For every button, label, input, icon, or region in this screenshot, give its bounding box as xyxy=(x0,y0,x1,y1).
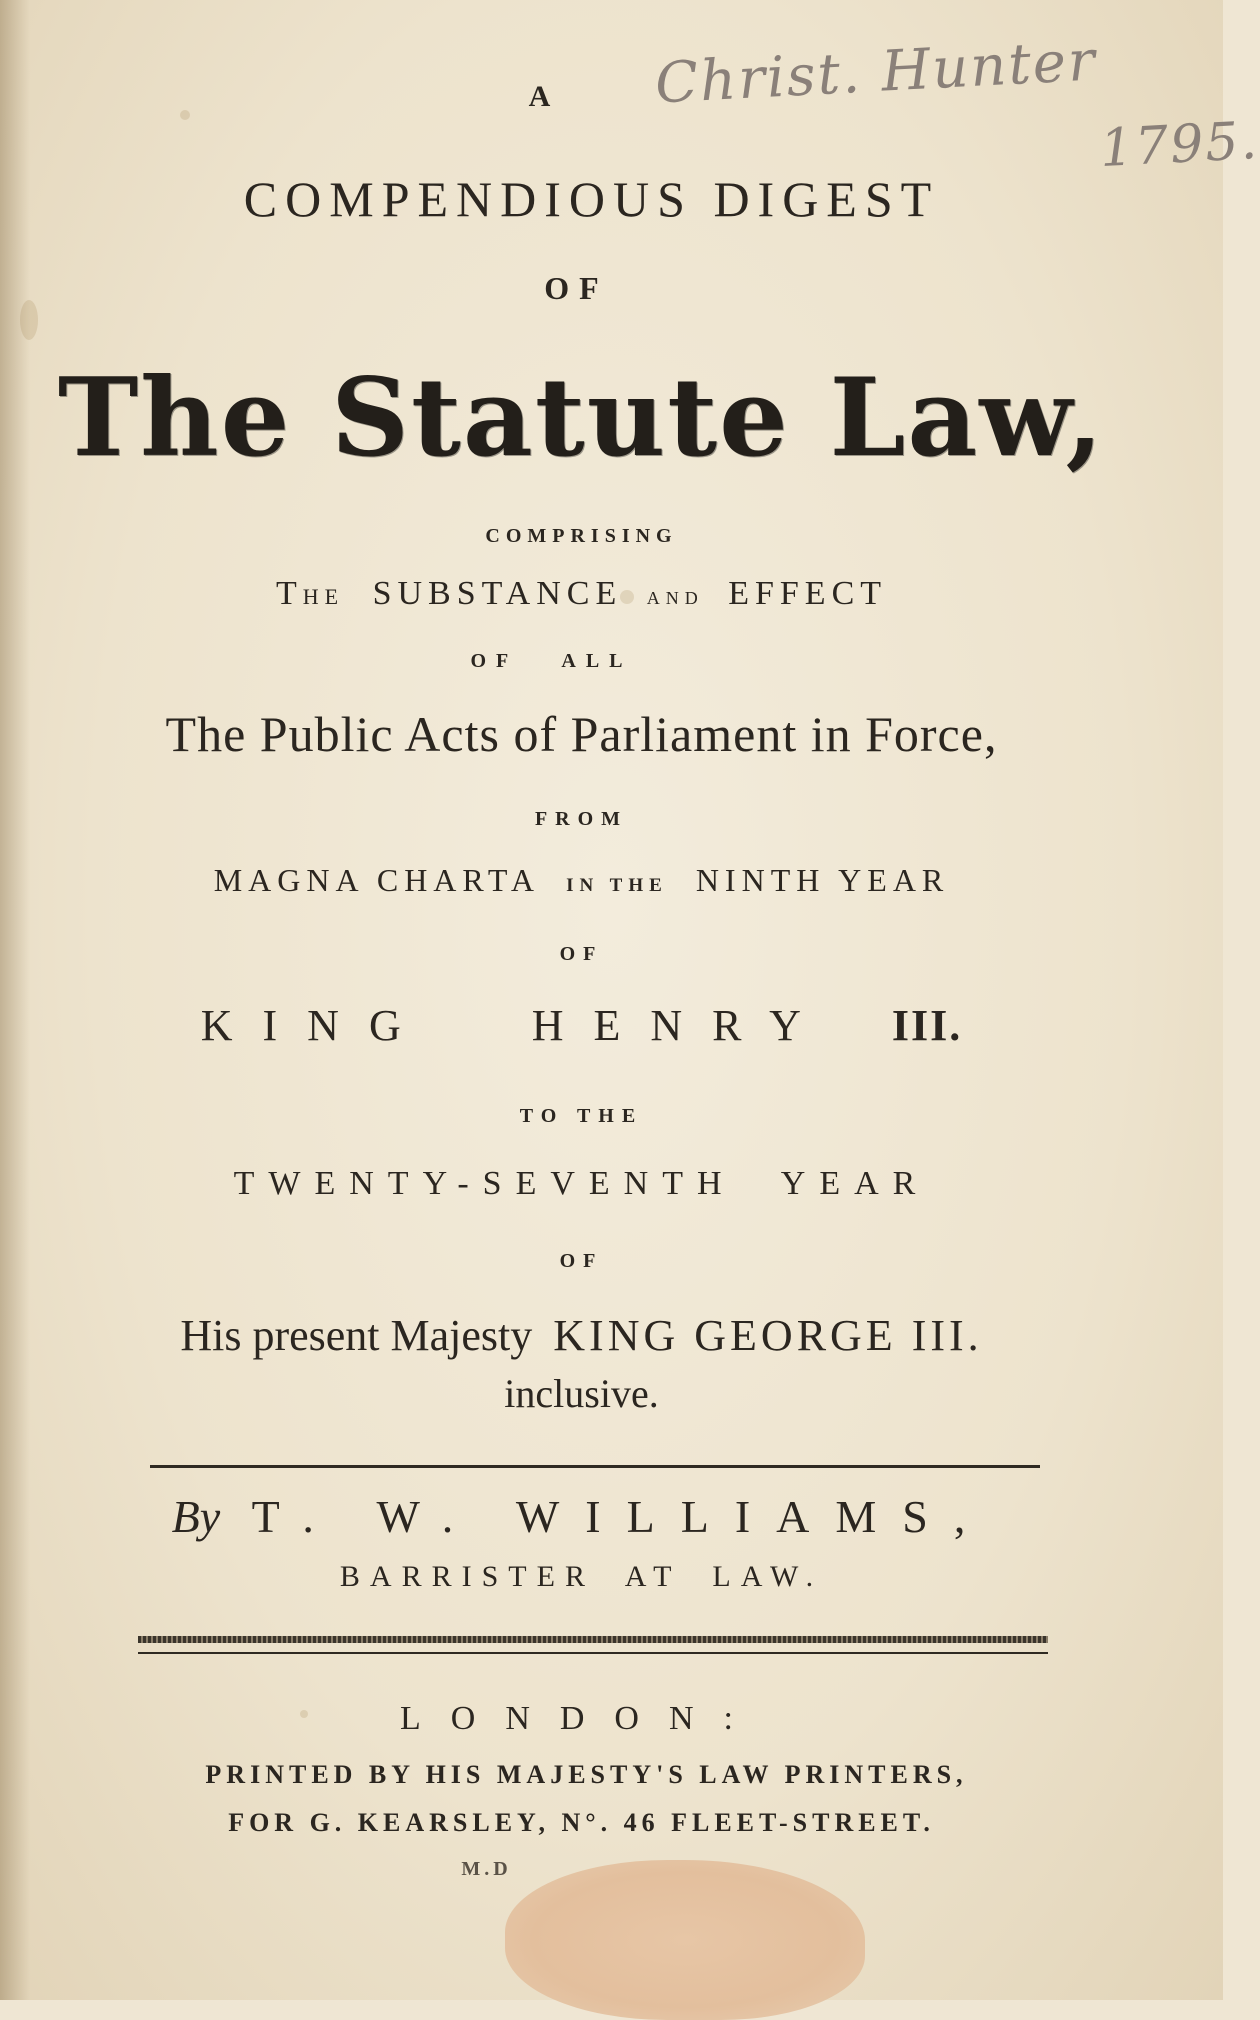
his-present-majesty: His present Majesty xyxy=(180,1311,533,1360)
inscription-name: Christ. Hunter xyxy=(653,28,1099,117)
effect-word: EFFECT xyxy=(728,575,888,612)
of-label-1: OF xyxy=(559,943,604,965)
author-name: T. W. WILLIAMS, xyxy=(251,1491,992,1542)
by-word: By xyxy=(171,1491,221,1542)
twenty-seventh-line: TWENTY-SEVENTH YEAR xyxy=(233,1165,930,1202)
imprint-date-fragment: M.D xyxy=(461,1858,512,1880)
title-line-2: OF xyxy=(544,270,609,306)
from-label: FROM xyxy=(534,808,629,830)
king-henry: KING HENRY xyxy=(200,1001,831,1050)
and-word: AND xyxy=(646,588,704,608)
author-line xyxy=(0,1490,1193,1543)
imprint-printer: PRINTED BY HIS MAJESTY'S LAW PRINTERS, xyxy=(205,1760,968,1789)
magna-charta: MAGNA CHARTA xyxy=(213,862,539,898)
inscription-year xyxy=(1099,111,1260,179)
substance-line xyxy=(0,575,1193,613)
upper-rule xyxy=(150,1465,1040,1468)
inscription-year-text: 1795. xyxy=(1098,110,1260,180)
author-role: BARRISTER AT LAW. xyxy=(339,1560,824,1593)
substance-the-he: HE xyxy=(302,584,345,609)
magna-charta-line xyxy=(0,862,1193,899)
majesty-line xyxy=(0,1310,1193,1361)
comprising-label: COMPRISING xyxy=(485,525,678,547)
title-line-1: COMPENDIOUS DIGEST xyxy=(243,171,940,227)
paper-stain xyxy=(505,1860,865,2020)
king-henry-line xyxy=(0,1000,1193,1051)
imprint-publisher: FOR G. KEARSLEY, N°. 46 FLEET-STREET. xyxy=(228,1808,935,1837)
of-all-label: OF ALL xyxy=(470,650,633,672)
inclusive-line: inclusive. xyxy=(504,1371,659,1416)
substance-the-t: T xyxy=(275,575,303,612)
henry-numeral: III. xyxy=(891,1001,963,1050)
in-the: IN THE xyxy=(566,875,668,896)
ornamental-rule xyxy=(138,1636,1048,1643)
imprint-city: LONDON: xyxy=(400,1700,763,1737)
to-the-label: TO THE xyxy=(519,1105,644,1127)
king-george: KING GEORGE III. xyxy=(553,1311,983,1360)
title-article: A xyxy=(528,80,555,113)
ninth-year: NINTH YEAR xyxy=(695,862,950,898)
main-title: The Statute Law, xyxy=(57,355,1106,481)
of-label-2: OF xyxy=(559,1250,604,1272)
substance-word: SUBSTANCE xyxy=(372,575,623,612)
lower-rule xyxy=(138,1652,1048,1654)
public-acts-line: The Public Acts of Parliament in Force, xyxy=(165,706,998,762)
